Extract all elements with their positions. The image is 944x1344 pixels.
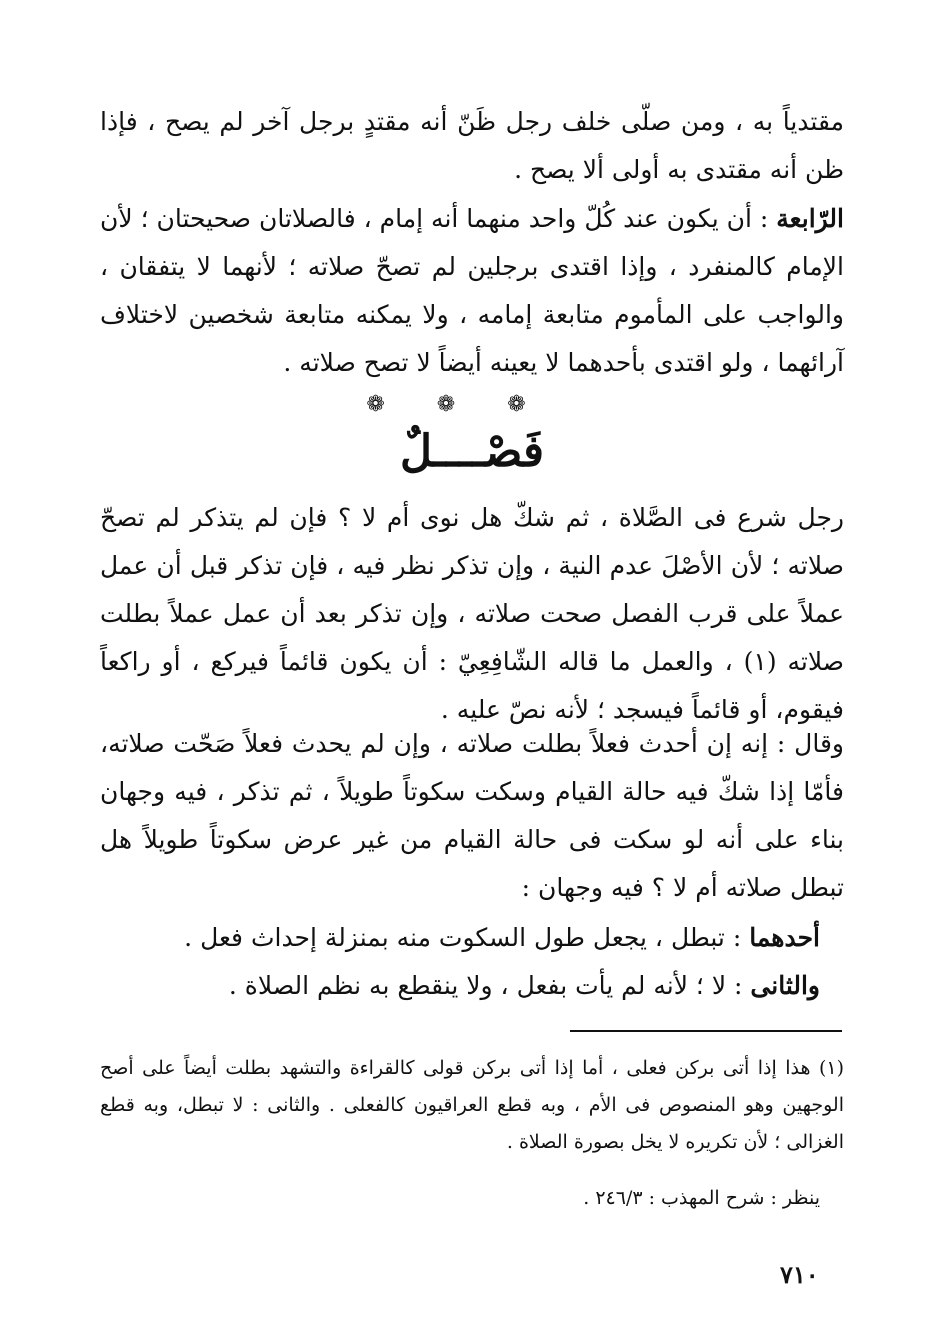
view-one-heading: أحدهما bbox=[749, 923, 820, 952]
separator-star-icon: ❁ bbox=[507, 392, 578, 417]
paragraph-doubt-intention: رجل شرع فى الصَّلاة ، ثم شكّ هل نوى أم لا ؟ فإن لم يتذكر لم تصحّ صلاته ؛ لأن الأصْلَ عدم النية ، وإن تذكر نظر فيه ، فإن تذكر قبل أن عمل عملاً على قرب الفصل صحت صلاته ، وإن تذكر بعد أن عمل عملاً بطلت صلاته (١) ، والعمل ما قاله الشّافِعِيّ : أن يكون قائماً فيركع ، أو راكعاً فيقوم، أو قائماً فيسجد ؛ لأنه نصّ عليه . bbox=[100, 503, 844, 724]
footnote-divider bbox=[570, 1030, 842, 1032]
paragraph-continuation: مقتدياً به ، ومن صلّى خلف رجل ظَنّ أنه مقتدٍ برجل آخر لم يصح ، فإذا ظن أنه مقتدى به أولى ألا يصح . bbox=[100, 107, 844, 184]
view-one bbox=[150, 914, 820, 962]
paragraph-fourth-case bbox=[100, 195, 844, 387]
separator-star-icon: ❁ bbox=[436, 392, 508, 417]
fourth-case-text: : أن يكون عند كُلّ واحد منهما أنه إمام ، فالصلاتان صحيحتان ؛ لأن الإمام كالمنفرد ، وإذا اقتدى برجلين لم تصحّ صلاته ؛ لأنهما لا يتفقان ، والواجب على المأموم متابعة إمامه ، ولا يمكنه متابعة شخصين لاختلاف آرائهما ، ولو اقتدى بأحدهما لا يعينه أيضاً لا تصح صلاته . bbox=[100, 204, 844, 377]
separator-star-icon: ❁ bbox=[366, 392, 437, 417]
view-two bbox=[150, 962, 820, 1010]
view-two-text: : لا ؛ لأنه لم يأت بفعل ، ولا ينقطع به نظم الصلاة . bbox=[228, 971, 751, 1000]
section-title: فَصْــــلٌ bbox=[399, 426, 545, 477]
footnote-reference: ينظر : شرح المهذب : ٢٤٦/٣ . bbox=[583, 1187, 820, 1209]
page-number: ٧١٠ bbox=[780, 1260, 819, 1289]
fourth-case-heading: الرّابعة bbox=[776, 204, 844, 233]
paragraph-two-views: وقال : إنه إن أحدث فعلاً بطلت صلاته ، وإن لم يحدث فعلاً صَحّت صلاته، فأمّا إذا شكّ فيه حالة القيام وسكت سكوتاً طويلاً ، ثم تذكر ، فيه وجهان بناء على أنه لو سكت فى حالة القيام من غير عرض سكوتاً طويلاً هل تبطل صلاته أم لا ؟ فيه وجهان : bbox=[100, 729, 844, 902]
section-separator bbox=[0, 392, 944, 417]
view-two-heading: والثانى bbox=[750, 971, 820, 1000]
view-one-text: : تبطل ، يجعل طول السكوت منه بمنزلة إحداث فعل . bbox=[184, 923, 750, 952]
footnote-text: (١) هذا إذا أتى بركن فعلى ، أما إذا أتى بركن قولى كالقراءة والتشهد بطلت أيضاً على أصح الوجهين وهو المنصوص فى الأم ، وبه قطع العراقيون كالفعلى . والثانى : لا تبطل، وبه قطع الغزالى ؛ لأن تكريره لا يخل بصورة الصلاة . bbox=[100, 1057, 844, 1153]
